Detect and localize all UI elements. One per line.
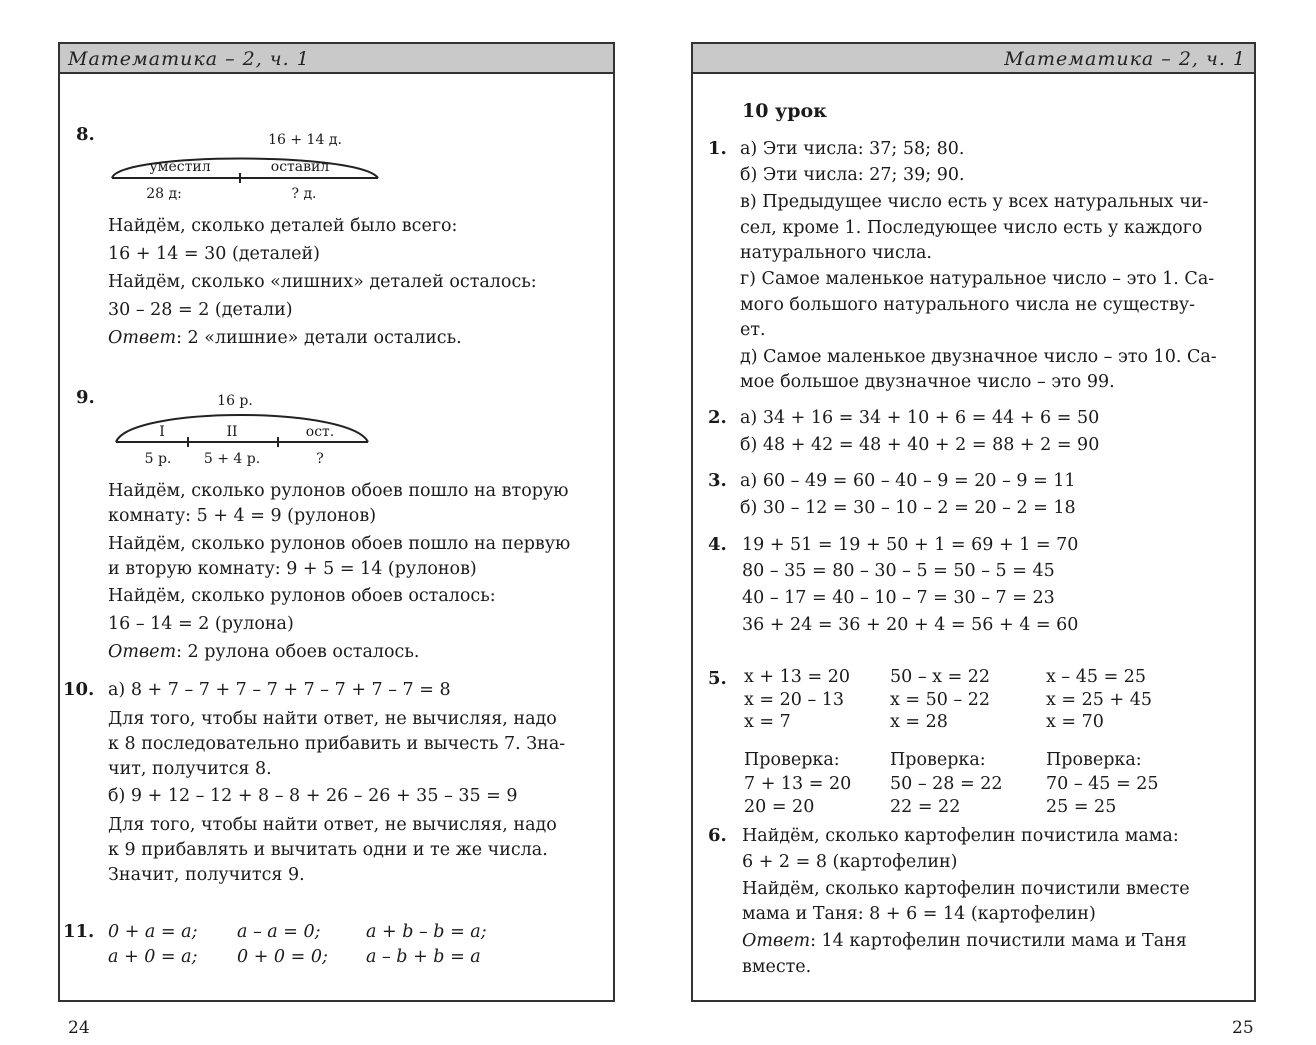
- task-3-line2: б) 30 – 12 = 30 – 10 – 2 = 20 – 2 = 18: [740, 498, 1076, 518]
- task-5-c1-2: x = 7: [744, 712, 791, 732]
- task-5-k2-1: 22 = 22: [890, 797, 961, 817]
- answer-label: Ответ: [108, 642, 177, 662]
- task-4-number: 4.: [708, 534, 727, 555]
- task-8-line1: Найдём, сколько деталей было всего:: [108, 216, 458, 236]
- task-6-line3: Найдём, сколько картофелин почистили вместе: [742, 879, 1190, 899]
- task-6-line4: мама и Таня: 8 + 6 = 14 (картофелин): [742, 904, 1096, 924]
- task-5-k2-0: 50 – 28 = 22: [890, 774, 1003, 794]
- page-header-right: Математика – 2, ч. 1: [693, 44, 1254, 74]
- task-10-line4: чит, получится 8.: [108, 759, 272, 779]
- task-10-line2: Для того, чтобы найти ответ, не вычисляя, надо: [108, 709, 557, 729]
- task-10-line8: Значит, получится 9.: [108, 865, 305, 885]
- task-2-number: 2.: [708, 407, 727, 428]
- task-1-number: 1.: [708, 138, 727, 159]
- task-1-line2: б) Эти числа: 27; 39; 90.: [740, 165, 965, 185]
- task-5-c2-0: 50 – x = 22: [890, 667, 991, 687]
- task-1-line9: д) Самое маленькое двузначное число – это 10. Са-: [740, 347, 1217, 367]
- task-5-c1-0: x + 13 = 20: [744, 667, 850, 687]
- task-3-number: 3.: [708, 470, 727, 491]
- task-5-number: 5.: [708, 668, 727, 689]
- task-8-diagram: [100, 124, 400, 210]
- task-3-line1: а) 60 – 49 = 60 – 40 – 9 = 20 – 9 = 11: [740, 471, 1076, 491]
- task-8-answer: [108, 327, 462, 349]
- task-2-line2: б) 48 + 42 = 48 + 40 + 2 = 88 + 2 = 90: [740, 435, 1100, 455]
- task-5-check-label-2: Проверка:: [890, 750, 986, 770]
- diagram-val2: 5 + 4 р.: [203, 451, 261, 467]
- diagram-seg2: оставил: [270, 159, 330, 175]
- task-9-line2: комнату: 5 + 4 = 9 (рулонов): [108, 506, 377, 526]
- task-8-number: 8.: [76, 124, 95, 145]
- task-5-k1-0: 7 + 13 = 20: [744, 774, 852, 794]
- page-number-left: 24: [68, 1018, 90, 1038]
- task-5-check-label-3: Проверка:: [1046, 750, 1142, 770]
- task-8-line3: Найдём, сколько «лишних» деталей осталось:: [108, 272, 537, 292]
- task-1-line1: а) Эти числа: 37; 58; 80.: [740, 139, 965, 159]
- task-4-line1: 19 + 51 = 19 + 50 + 1 = 69 + 1 = 70: [742, 535, 1079, 555]
- task-5-c1-1: x = 20 – 13: [744, 690, 845, 710]
- task-9-line6: 16 – 14 = 2 (рулона): [108, 614, 294, 634]
- task-6-answer: [742, 930, 1187, 952]
- task-1-line10: мое большое двузначное число – это 99.: [740, 372, 1115, 392]
- task-9-line4: и вторую комнату: 9 + 5 = 14 (рулонов): [108, 559, 477, 579]
- task-1-line7: мого большого натурального числа не существу-: [740, 295, 1196, 315]
- answer-text: : 2 рулона обоев осталось.: [176, 642, 420, 662]
- task-5-c3-2: x = 70: [1046, 712, 1104, 732]
- task-11-c1a: 0 + a = a;: [108, 922, 198, 942]
- task-5-k3-1: 25 = 25: [1046, 797, 1117, 817]
- diagram-seg1: I: [159, 424, 165, 440]
- page-header-left: Математика – 2, ч. 1: [60, 44, 613, 74]
- task-4-line2: 80 – 35 = 80 – 30 – 5 = 50 – 5 = 45: [742, 561, 1055, 581]
- diagram-seg3: ост.: [305, 424, 335, 440]
- task-5-k3-0: 70 – 45 = 25: [1046, 774, 1159, 794]
- task-9-diagram: [100, 386, 390, 472]
- task-6-number: 6.: [708, 825, 727, 846]
- task-6-line2: 6 + 2 = 8 (картофелин): [742, 852, 958, 872]
- task-9-line5: Найдём, сколько рулонов обоев осталось:: [108, 586, 496, 606]
- answer-text: : 14 картофелин почистили мама и Таня: [810, 931, 1187, 951]
- task-5-c2-2: x = 28: [890, 712, 948, 732]
- task-10-line7: к 9 прибавлять и вычитать одни и те же числа.: [108, 840, 548, 860]
- task-4-line3: 40 – 17 = 40 – 10 – 7 = 30 – 7 = 23: [742, 588, 1055, 608]
- answer-text: : 2 «лишние» детали остались.: [176, 328, 462, 348]
- task-11-c1b: a + 0 = a;: [108, 947, 198, 967]
- task-10-line1: а) 8 + 7 – 7 + 7 – 7 + 7 – 7 + 7 – 7 = 8: [108, 680, 451, 700]
- task-1-line3: в) Предыдущее число есть у всех натуральных чи-: [740, 192, 1209, 212]
- task-11-c3a: a + b – b = a;: [366, 922, 487, 942]
- task-1-line4: сел, кроме 1. Последующее число есть у каждого: [740, 218, 1203, 238]
- diagram-val1: 5 р.: [144, 451, 172, 467]
- task-11-c3b: a – b + b = a: [366, 947, 481, 967]
- lesson-title: 10 урок: [742, 100, 827, 122]
- diagram-val3: ?: [316, 451, 324, 467]
- task-6-line5: вместе.: [742, 957, 812, 977]
- task-2-line1: а) 34 + 16 = 34 + 10 + 6 = 44 + 6 = 50: [740, 408, 1100, 428]
- diagram-val1: 28 д:: [146, 186, 182, 202]
- task-9-answer: [108, 641, 419, 663]
- task-10-line6: Для того, чтобы найти ответ, не вычисляя, надо: [108, 815, 557, 835]
- task-6-line1: Найдём, сколько картофелин почистила мама:: [742, 826, 1179, 846]
- diagram-total: 16 р.: [217, 393, 253, 409]
- task-5-c3-0: x – 45 = 25: [1046, 667, 1147, 687]
- diagram-val2: ? д.: [291, 186, 317, 202]
- task-11-c2b: 0 + 0 = 0;: [237, 947, 328, 967]
- task-9-line1: Найдём, сколько рулонов обоев пошло на вторую: [108, 481, 569, 501]
- task-10-line3: к 8 последовательно прибавить и вычесть 7. Зна-: [108, 734, 566, 754]
- answer-label: Ответ: [742, 931, 811, 951]
- task-4-line4: 36 + 24 = 36 + 20 + 4 = 56 + 4 = 60: [742, 615, 1079, 635]
- task-5-c3-1: x = 25 + 45: [1046, 690, 1152, 710]
- diagram-seg1: уместил: [149, 159, 211, 175]
- diagram-total: 16 + 14 д.: [268, 132, 342, 148]
- diagram-seg2: II: [226, 424, 238, 440]
- answer-label: Ответ: [108, 328, 177, 348]
- task-8-line4: 30 – 28 = 2 (детали): [108, 300, 293, 320]
- task-9-number: 9.: [76, 387, 95, 408]
- page-number-right: 25: [1232, 1018, 1254, 1038]
- task-11-c2a: a – a = 0;: [237, 922, 321, 942]
- task-9-line3: Найдём, сколько рулонов обоев пошло на первую: [108, 534, 571, 554]
- task-1-line6: г) Самое маленькое натуральное число – это 1. Са-: [740, 269, 1215, 289]
- task-5-c2-1: x = 50 – 22: [890, 690, 991, 710]
- task-10-line5: б) 9 + 12 – 12 + 8 – 8 + 26 – 26 + 35 – 35 = 9: [108, 786, 518, 806]
- task-1-line8: ет.: [740, 320, 766, 340]
- task-5-check-label-1: Проверка:: [744, 750, 840, 770]
- task-8-line2: 16 + 14 = 30 (деталей): [108, 244, 320, 264]
- task-1-line5: натурального числа.: [740, 243, 932, 263]
- task-5-k1-1: 20 = 20: [744, 797, 815, 817]
- task-10-number: 10.: [63, 679, 95, 700]
- task-11-number: 11.: [63, 921, 95, 942]
